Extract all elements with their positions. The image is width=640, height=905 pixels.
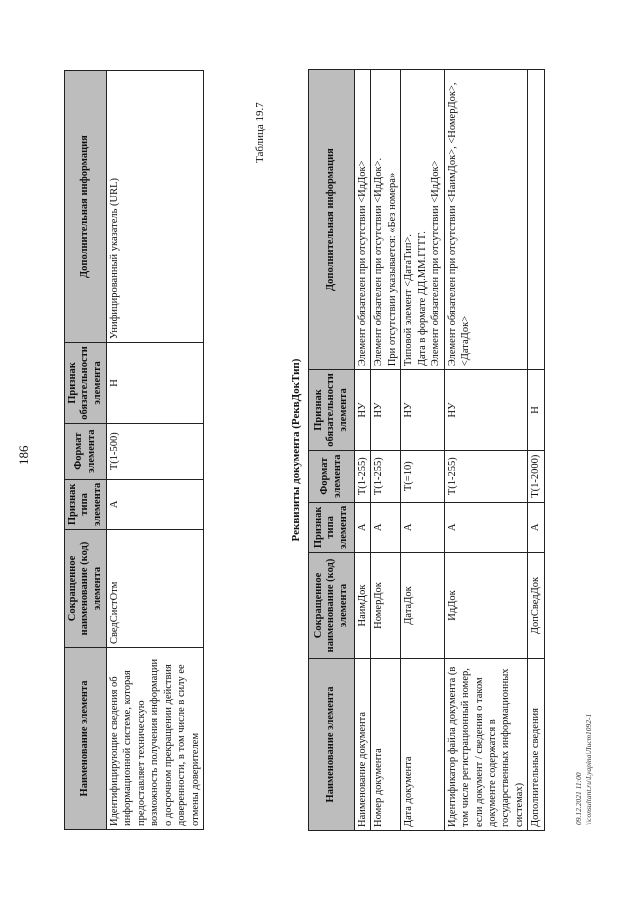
table-header-row	[65, 71, 107, 830]
cell-required: НУ	[355, 370, 371, 451]
table-row	[401, 70, 444, 831]
cell-info: Элемент обязателен при отсутствии <ИдДок>. При отсутствии указывается: «Без номера»	[371, 70, 401, 370]
cell-type: А	[355, 502, 371, 552]
table-title: Реквизиты документа (РеквДокТип)	[290, 358, 302, 542]
cell-required: Н	[107, 343, 204, 424]
cell-type: А	[528, 502, 544, 552]
col-header-type: Признак типа элемента	[65, 479, 107, 529]
table-19-7	[308, 69, 545, 831]
cell-required: НУ	[444, 370, 528, 451]
col-header-format: Формат элемента	[309, 450, 355, 502]
cell-name: Идентификатор файла документа (в том числе регистрационный номер, если документ / сведения о таком документе содержатся в государственных информационных системах)	[444, 659, 528, 831]
table-row	[444, 70, 528, 831]
cell-type: А	[401, 502, 444, 552]
page-number: 186	[16, 445, 31, 465]
cell-name: Номер документа	[371, 659, 401, 831]
cell-code: НаимДок	[355, 553, 371, 659]
table-row	[355, 70, 371, 831]
cell-name: Идентифицирующие сведения об информационной системе, которая предоставляет техническую возможность получения информации о досрочном прекращении действия доверенности, в том числе в силу ее отмены доверителем	[107, 648, 204, 830]
cell-info: Элемент обязателен при отсутствии <НаимДок>, <НомерДок>, <ДатаДок>	[444, 70, 528, 370]
col-header-required: Признак обязательности элемента	[309, 370, 355, 451]
cell-type: А	[371, 502, 401, 552]
cell-info: Элемент обязателен при отсутствии <ИдДок>	[355, 70, 371, 370]
cell-format: T(1-2000)	[528, 450, 544, 502]
cell-format: T(1-255)	[355, 450, 371, 502]
cell-type: А	[444, 502, 528, 552]
table-number: Таблица 19.7	[254, 102, 266, 163]
cell-name: Дата документа	[401, 659, 444, 831]
table-row	[371, 70, 401, 831]
cell-info: Типовой элемент <ДатаТип>. Дата в формате ДД.ММ.ГГГГ. Элемент обязателен при отсутствии <ИдДок>	[401, 70, 444, 370]
print-footer	[574, 714, 594, 825]
col-header-code: Сокращенное наименование (код) элемента	[65, 530, 107, 648]
col-header-info: Дополнительная информация	[65, 71, 107, 343]
cell-required: Н	[528, 370, 544, 451]
table-1-continuation	[64, 70, 204, 830]
cell-format: T(1-255)	[444, 450, 528, 502]
cell-code: ИдДок	[444, 553, 528, 659]
print-timestamp: 09.12.2021 11:00	[574, 772, 583, 825]
col-header-name: Наименование элемента	[309, 659, 355, 831]
print-path: \\consultant.ru\Lyapina\Лист1092-1	[583, 713, 593, 825]
col-header-type: Признак типа элемента	[309, 502, 355, 552]
table-row	[107, 71, 204, 830]
cell-required: НУ	[371, 370, 401, 451]
col-header-name: Наименование элемента	[65, 648, 107, 830]
col-header-format: Формат элемента	[65, 423, 107, 479]
table-header-row	[309, 70, 355, 831]
cell-info	[528, 70, 544, 370]
cell-code: СведСистОтм	[107, 530, 204, 648]
cell-code: ДатаДок	[401, 553, 444, 659]
cell-format: T(1-500)	[107, 423, 204, 479]
col-header-required: Признак обязательности элемента	[65, 343, 107, 424]
cell-required: НУ	[401, 370, 444, 451]
cell-code: НомерДок	[371, 553, 401, 659]
col-header-info: Дополнительная информация	[309, 70, 355, 370]
col-header-code: Сокращенное наименование (код) элемента	[309, 553, 355, 659]
cell-format: T(=10)	[401, 450, 444, 502]
cell-code: ДопСведДок	[528, 553, 544, 659]
cell-name: Наименование документа	[355, 659, 371, 831]
cell-type: А	[107, 479, 204, 529]
cell-format: T(1-255)	[371, 450, 401, 502]
table-row	[528, 70, 544, 831]
cell-info: Унифицированный указатель (URL)	[107, 71, 204, 343]
cell-name: Дополнительные сведения	[528, 659, 544, 831]
